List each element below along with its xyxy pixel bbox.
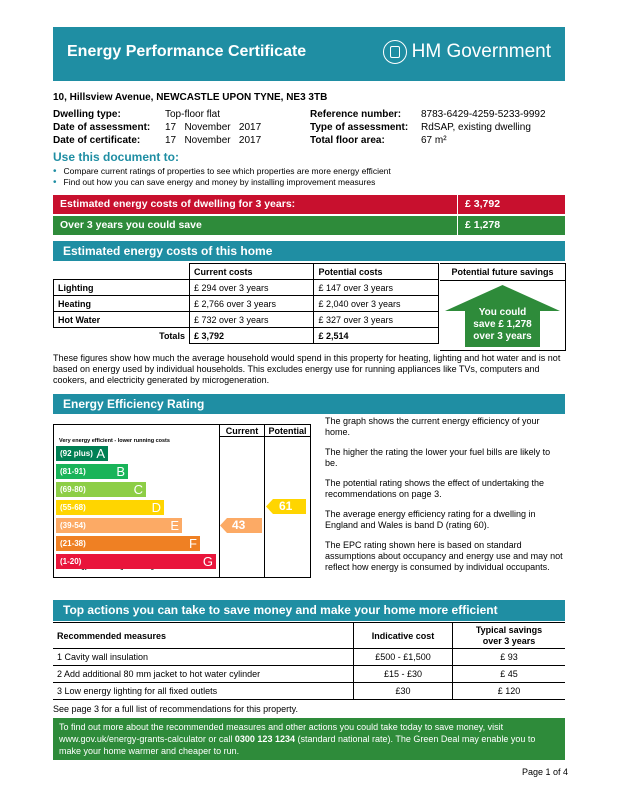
could-save-label: Over 3 years you could save (60, 219, 202, 231)
band-range: (92 plus) (60, 449, 93, 458)
top-actions-section-header (53, 600, 565, 621)
estimated-cost-value: £ 3,792 (465, 198, 501, 210)
page-number: Page 1 of 4 (522, 767, 569, 777)
col-recommended-measures: Recommended measures (53, 623, 354, 649)
details-left (53, 108, 150, 147)
future-savings-box (440, 263, 566, 351)
current-rating-value: 43 (232, 518, 246, 532)
hm-government-text: HM Government (411, 41, 551, 62)
rating-note: The potential rating shows the effect of undertaking the recommendations on page 3. (325, 478, 544, 499)
rating-band-a (56, 446, 108, 461)
rating-band-g (56, 554, 216, 569)
bullet-item: • Compare current ratings of properties to see which properties are more energy efficient (53, 166, 391, 177)
rating-band-e (56, 518, 182, 533)
estimated-cost-label: Estimated energy costs of dwelling for 3 years: (60, 198, 296, 210)
band-range: (81-91) (60, 467, 86, 476)
band-range: (21-38) (60, 539, 86, 548)
phone-number: 0300 123 1234 (234, 734, 295, 744)
band-letter: G (202, 554, 213, 569)
col-current: Current (225, 426, 259, 436)
details-right-values (421, 108, 546, 147)
totals-row: Totals £ 3,792 £ 2,514 (54, 328, 439, 344)
type-assessment-value: RdSAP, existing dwelling (421, 122, 531, 133)
reference-value: 8783-6429-4259-5233-9992 (421, 109, 546, 120)
rating-band-f (56, 536, 200, 551)
savings-arrow-text: You could save £ 1,278 over 3 years (473, 307, 532, 342)
floor-area-value: 67 m² (421, 135, 447, 146)
date-assessment-label: Date of assessment: (53, 122, 151, 133)
band-letter: D (151, 500, 161, 515)
band-range: (39-54) (60, 521, 86, 530)
type-assessment-label: Type of assessment: (310, 122, 409, 133)
property-address: 10, Hillsview Avenue, NEWCASTLE UPON TYNE, NE3 3TB (53, 92, 328, 103)
table-row: Lighting £ 294 over 3 years £ 147 over 3 years (54, 280, 439, 296)
royal-crest-icon (383, 40, 407, 64)
energy-costs-section-header (53, 241, 565, 261)
rating-note: The graph shows the current energy efficiency of your home. (325, 416, 540, 437)
band-letter: B (116, 464, 125, 479)
rating-note: The higher the rating the lower your fuel bills are likely to be. (325, 447, 551, 468)
top-actions-heading: Top actions you can take to save money and make your home more efficient (63, 603, 498, 617)
table-row: 2 Add additional 80 mm jacket to hot water cylinder £15 - £30 £ 45 (53, 666, 565, 683)
rating-notes (325, 416, 565, 582)
date-assessment-value: 17 November 2017 (165, 122, 262, 133)
dwelling-type-label: Dwelling type: (53, 109, 121, 120)
could-save-value: £ 1,278 (465, 219, 501, 231)
details-left-values (165, 108, 261, 147)
floor-area-label: Total floor area: (310, 135, 385, 146)
date-certificate-label: Date of certificate: (53, 135, 141, 146)
table-row: Heating £ 2,766 over 3 years £ 2,040 over 3 years (54, 296, 439, 312)
find-out-more-text-2: (standard national rate). The Green Deal may enable you to make your home warmer and cheaper to run. (59, 734, 536, 756)
table-row: Hot Water £ 732 over 3 years £ 327 over 3 years (54, 312, 439, 328)
figures-note: These figures show how much the average household would spend in this property for heating, lighting and hot water and is not based on energy used by individual households. This excludes energy use for running appliances like TVs, computers and cookers, and electricity generated by microgeneration. (53, 353, 561, 385)
rating-band-d (56, 500, 164, 515)
date-certificate-value: 17 November 2017 (165, 135, 262, 146)
see-page-note: See page 3 for a full list of recommendations for this property. (53, 704, 298, 714)
rating-band-c (56, 482, 146, 497)
estimated-cost-bar (53, 195, 565, 214)
potential-rating-value: 61 (279, 499, 293, 513)
reference-label: Reference number: (310, 109, 402, 120)
col-potential: Potential (268, 426, 307, 436)
energy-costs-table (53, 263, 439, 344)
dwelling-type-value: Top-floor flat (165, 109, 221, 120)
band-range: (1-20) (60, 557, 82, 566)
use-document-bullets (53, 166, 391, 188)
hm-government-logo (383, 40, 551, 64)
table-row: 1 Cavity wall insulation £500 - £1,500 £ 93 (53, 649, 565, 666)
use-document-heading: Use this document to: (53, 150, 180, 164)
find-out-more-box (53, 718, 565, 760)
certificate-header (53, 27, 565, 81)
col-indicative-cost: Indicative cost (354, 623, 453, 649)
details-right (310, 108, 408, 147)
efficiency-rating-section-header (53, 394, 565, 414)
top-efficiency-label: Very energy efficient - lower running costs (59, 438, 170, 444)
certificate-title: Energy Performance Certificate (67, 43, 307, 60)
table-row: 3 Low energy lighting for all fixed outlets £30 £ 120 (53, 683, 565, 700)
band-letter: A (96, 446, 105, 461)
band-letter: C (133, 482, 143, 497)
bullet-item: • Find out how you can save energy and money by installing improvement measures (53, 177, 391, 188)
could-save-bar (53, 216, 565, 235)
col-potential-costs: Potential costs (314, 264, 439, 280)
efficiency-rating-heading: Energy Efficiency Rating (63, 397, 205, 411)
band-range: (69-80) (60, 485, 86, 494)
energy-costs-heading: Estimated energy costs of this home (63, 244, 273, 258)
rating-note: The average energy efficiency rating for a dwelling in England and Wales is band D (rating 60). (325, 509, 536, 530)
band-range: (55-68) (60, 503, 86, 512)
rating-note: The EPC rating shown here is based on standard assumptions about occupancy and energy use and may not reflect how energy is consumed by individual occupants. (325, 540, 563, 572)
band-letter: E (170, 518, 179, 533)
actions-table (53, 622, 565, 700)
band-letter: F (189, 536, 197, 551)
col-future-savings: Potential future savings (440, 264, 565, 281)
rating-band-b (56, 464, 128, 479)
find-out-more-text: To find out more about the recommended measures and other actions you could take today to save money, visit www.gov.uk/energy-grants-calculator or call (59, 722, 504, 744)
col-typical-savings: Typical savings over 3 years (453, 623, 566, 649)
col-current-costs: Current costs (189, 264, 314, 280)
